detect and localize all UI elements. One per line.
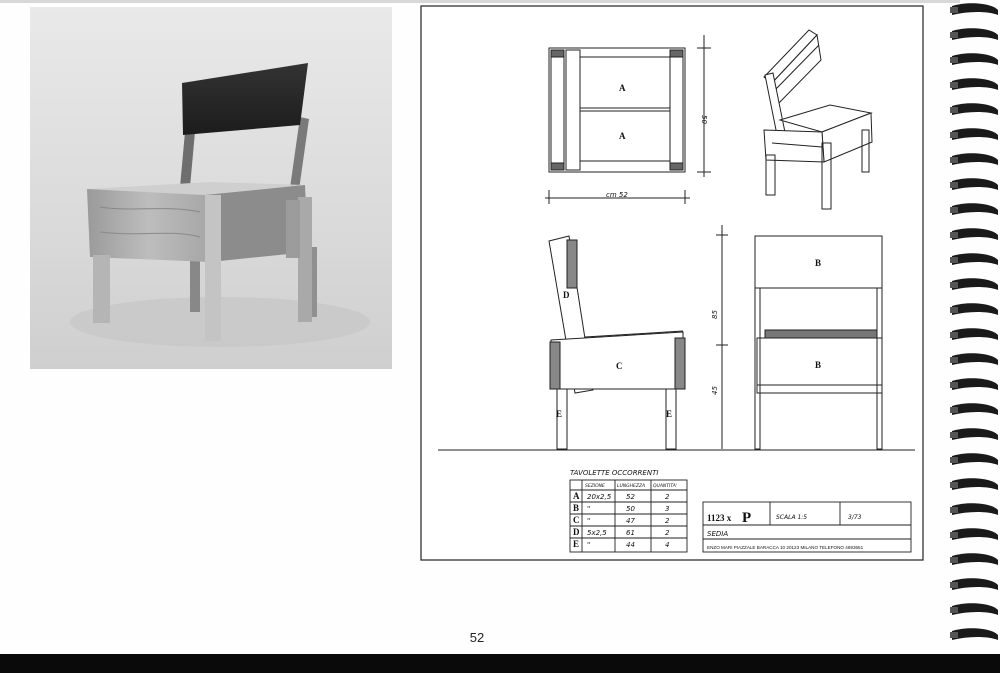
front-view-label-b2: B xyxy=(815,360,822,370)
binding-ring xyxy=(952,178,998,190)
binding-hole xyxy=(950,307,958,313)
binding-ring xyxy=(952,228,998,240)
table-cell-lunghezza: 47 xyxy=(626,517,635,525)
binding-hole xyxy=(950,82,958,88)
title-block-scale: SCALA 1:5 xyxy=(776,514,808,521)
title-block-name: SEDIA xyxy=(707,530,729,538)
binding-ring xyxy=(952,203,998,215)
table-cell-quantita: 2 xyxy=(665,493,670,501)
chair-photograph xyxy=(30,7,392,369)
top-view-label-a2: A xyxy=(619,131,626,141)
table-cell-sezione: " xyxy=(587,541,591,549)
table-cell-lunghezza: 44 xyxy=(626,541,635,549)
binding-hole xyxy=(950,407,958,413)
binding-hole xyxy=(950,432,958,438)
binding-ring xyxy=(952,428,998,440)
binding-ring xyxy=(952,53,998,65)
binding-ring xyxy=(952,28,998,40)
side-view-label-c: C xyxy=(616,361,623,371)
total-height-dimension: 85 xyxy=(711,310,719,319)
table-cell-lunghezza: 50 xyxy=(626,505,635,513)
binding-ring xyxy=(952,553,998,565)
binding-hole xyxy=(950,157,958,163)
table-cell-sezione: 20x2,5 xyxy=(587,493,612,501)
table-header-lunghezza: LUNGHEZZA xyxy=(617,484,646,489)
binding-hole xyxy=(950,332,958,338)
binding-ring xyxy=(952,353,998,365)
front-view-label-b1: B xyxy=(815,258,822,268)
binding-ring xyxy=(952,528,998,540)
binding-ring xyxy=(952,478,998,490)
table-cell-id: C xyxy=(573,515,580,525)
title-block-footer: ENZO MARI PIAZZALE BARACCA 10 20123 MILANO TELEFONO 4693651 xyxy=(707,545,864,550)
technical-drawing-sheet xyxy=(420,5,925,561)
page-number: 52 xyxy=(469,630,485,645)
bottom-dark-edge xyxy=(0,654,1000,673)
parts-table-title: TAVOLETTE OCCORRENTI xyxy=(570,469,659,477)
table-cell-quantita: 4 xyxy=(665,541,670,549)
binding-hole xyxy=(950,57,958,63)
binding-hole xyxy=(950,182,958,188)
binding-ring xyxy=(952,503,998,515)
table-cell-quantita: 2 xyxy=(665,517,670,525)
binding-ring xyxy=(952,153,998,165)
table-cell-sezione: 5x2,5 xyxy=(587,529,607,537)
binding-hole xyxy=(950,382,958,388)
binding-hole xyxy=(950,557,958,563)
table-cell-quantita: 3 xyxy=(665,505,670,513)
table-header-quantita: QUANTITA' xyxy=(653,484,678,489)
table-cell-id: E xyxy=(573,539,580,549)
binding-hole xyxy=(950,232,958,238)
binding-ring xyxy=(952,328,998,340)
binding-ring xyxy=(952,3,998,15)
binding-hole xyxy=(950,482,958,488)
binding-ring xyxy=(952,578,998,590)
table-header-sezione: SEZIONE xyxy=(585,484,605,489)
table-cell-sezione: " xyxy=(587,505,591,513)
top-width-dimension: cm 52 xyxy=(606,191,628,199)
binding-hole xyxy=(950,607,958,613)
binding-ring xyxy=(952,303,998,315)
binding-hole xyxy=(950,32,958,38)
binding-hole xyxy=(950,457,958,463)
side-view-label-e2: E xyxy=(666,409,673,419)
side-view-label-d: D xyxy=(563,290,570,300)
seat-height-dimension: 45 xyxy=(711,386,719,395)
binding-hole xyxy=(950,357,958,363)
title-block-date: 3/73 xyxy=(848,514,862,521)
binding-ring xyxy=(952,453,998,465)
binding-hole xyxy=(950,532,958,538)
title-block-code-suffix: P xyxy=(742,510,752,526)
table-cell-quantita: 2 xyxy=(665,529,670,537)
binding-ring xyxy=(952,628,998,640)
binding-hole xyxy=(950,132,958,138)
spiral-binding xyxy=(948,0,1000,654)
binding-ring xyxy=(952,603,998,615)
binding-ring xyxy=(952,253,998,265)
binding-hole xyxy=(950,257,958,263)
top-depth-dimension: 50 xyxy=(700,115,708,124)
title-block-code: 1123 x xyxy=(707,513,732,523)
table-cell-id: A xyxy=(573,491,580,501)
binding-ring xyxy=(952,78,998,90)
page-top-edge xyxy=(0,0,960,3)
binding-hole xyxy=(950,282,958,288)
table-cell-lunghezza: 61 xyxy=(626,529,635,537)
table-cell-lunghezza: 52 xyxy=(626,493,635,501)
binding-ring xyxy=(952,378,998,390)
binding-ring xyxy=(952,403,998,415)
side-view-label-e1: E xyxy=(556,409,563,419)
top-view-label-a1: A xyxy=(619,83,626,93)
binding-hole xyxy=(950,7,958,13)
table-cell-id: D xyxy=(573,527,580,537)
binding-ring xyxy=(952,128,998,140)
binding-hole xyxy=(950,582,958,588)
table-cell-id: B xyxy=(573,503,580,513)
binding-hole xyxy=(950,507,958,513)
table-cell-sezione: " xyxy=(587,517,591,525)
binding-ring xyxy=(952,278,998,290)
binding-hole xyxy=(950,207,958,213)
binding-ring xyxy=(952,103,998,115)
binding-hole xyxy=(950,632,958,638)
binding-hole xyxy=(950,107,958,113)
